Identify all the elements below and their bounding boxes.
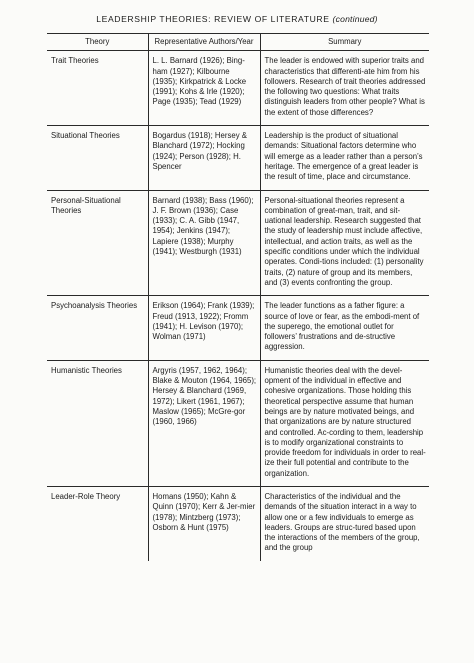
header-row xyxy=(47,34,429,51)
page-title xyxy=(0,14,474,24)
theory-cell: Personal-Situational Theories xyxy=(47,190,148,296)
title-main: LEADERSHIP THEORIES: REVIEW OF LITERATURE xyxy=(96,14,330,24)
table-row xyxy=(47,486,429,560)
authors-cell: Bogardus (1918); Hersey & Blanchard (1972); Hocking (1924); Person (1928); H. Spencer xyxy=(148,126,260,190)
summary-cell: The leader functions as a father figure: a source of love or fear, as the embodi-ment of the superego, the emotional outlet for followers’ frustrations and de-structive aggression. xyxy=(260,296,429,360)
table-header xyxy=(47,34,429,51)
summary-cell: Humanistic theories deal with the devel-opment of the individual in effective and cohesive organizations. Those holding this theoretical perspective assume that human beings are by nature motivated beings, and that organizations are by nature structured and controlled. Ac-cording to them, leadership is to modify organizational constraints to provide freedom for individuals in order to real-ize their full potential and contribute to the organization. xyxy=(260,360,429,486)
authors-cell: L. L. Barnard (1926); Bing-ham (1927); Kilbourne (1935); Kirkpatrick & Locke (1991); Kohs & Irle (1920); Page (1935); Tead (1929) xyxy=(148,51,260,126)
table-row xyxy=(47,126,429,190)
table-row xyxy=(47,360,429,486)
authors-cell: Argyris (1957, 1962, 1964); Blake & Mouton (1964, 1965); Hersey & Blanchard (1969, 1972); Likert (1961, 1967); Maslow (1965); McGre-gor (1960, 1966) xyxy=(148,360,260,486)
theory-cell: Leader-Role Theory xyxy=(51,491,121,501)
theory-cell: Humanistic Theories xyxy=(47,360,148,486)
table-body xyxy=(47,51,429,561)
summary-cell: Personal-situational theories represent a combination of great-man, trait, and sit-uational leadership. Research suggested that the study of leadership must include affective, intellectual, and action traits, as well as the specific conditions under which the individual operates. Condi-tions included: (1) personality traits, (2) nature of group and its members, and (3) events confronting the group. xyxy=(260,190,429,296)
header-authors: Representative Authors/Year xyxy=(148,34,260,51)
summary-cell: Characteristics of the individual and the demands of the situation interact in a way to allow one or a few individuals to emerge as leaders. Groups are struc-tured based upon the interactions of the members of the group, and the group xyxy=(260,486,429,560)
summary-cell: The leader is endowed with superior traits and characteristics that differenti-ate him from his followers. Research of trait theories addressed the following two questions: What traits distinguish leaders from other people? What is the extent of those differences? xyxy=(260,51,429,126)
title-continued: (continued) xyxy=(332,14,378,24)
summary-cell: Leadership is the product of situational demands: Situational factors determine who will emerge as a leader rather than a person’s heritage. The emergence of a great leader is the result of time, place and circumstance. xyxy=(260,126,429,190)
theory-cell: Situational Theories xyxy=(47,126,148,190)
authors-cell: Homans (1950); Kahn & Quinn (1970); Kerr & Jer-mier (1978); Mintzberg (1973); Osborn & Hunt (1975) xyxy=(148,486,260,560)
authors-cell: Erikson (1964); Frank (1939); Freud (1913, 1922); Fromm (1941); H. Levison (1970); Wolman (1971) xyxy=(148,296,260,360)
theory-cell: Psychoanalysis Theories xyxy=(47,296,148,360)
table-row xyxy=(47,190,429,296)
table-row xyxy=(47,296,429,360)
literature-table xyxy=(47,33,429,561)
header-theory: Theory xyxy=(47,34,148,51)
theory-cell: Trait Theories xyxy=(47,51,148,126)
authors-cell: Barnard (1938); Bass (1960); J. F. Brown (1936); Case (1933); C. A. Gibb (1947, 1954); Jenkins (1947); Lapiere (1938); Murphy (1941); Westburgh (1931) xyxy=(148,190,260,296)
header-summary: Summary xyxy=(260,34,429,51)
table-row xyxy=(47,51,429,126)
